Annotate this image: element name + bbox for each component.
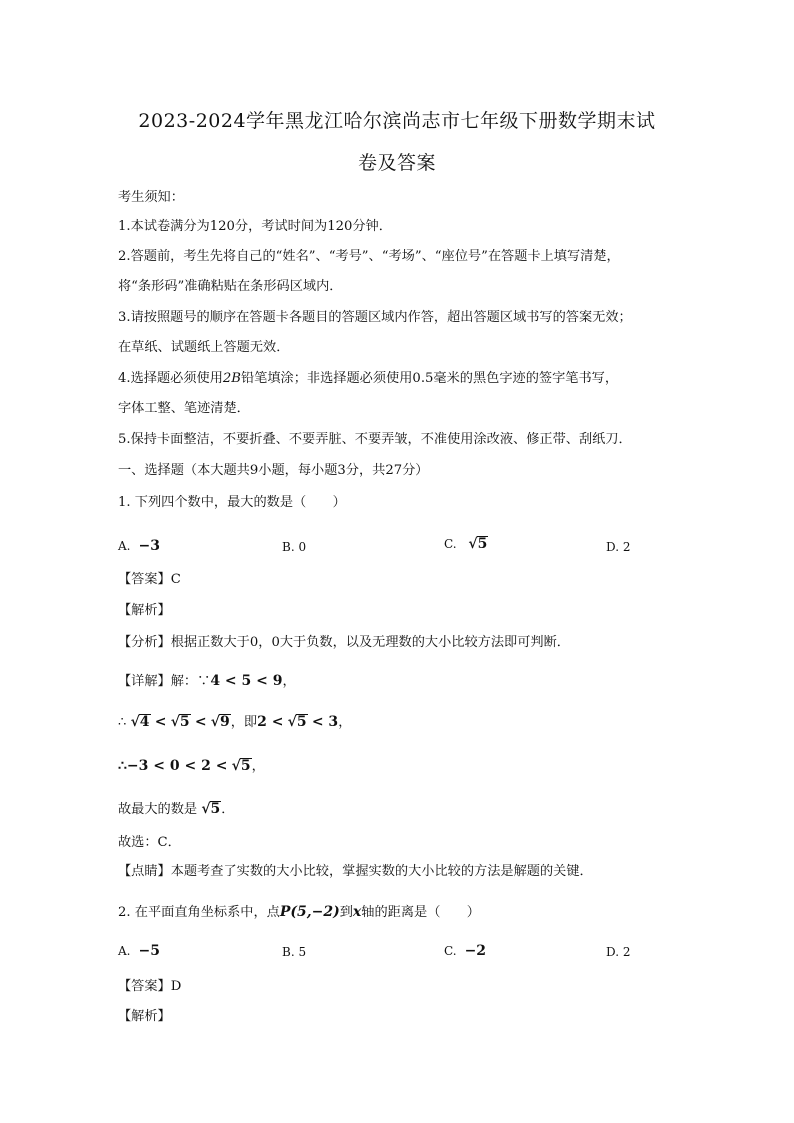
notice-heading: 考生须知： (118, 190, 184, 205)
q2-analysis-label: 【解析】 (118, 1009, 171, 1024)
q1-choose: 故选：C． (118, 835, 181, 850)
q2-axis: x (352, 904, 362, 920)
notice-4-a: 4.选择题必须使用 (118, 371, 223, 386)
notice-1: 1.本试卷满分为120分，考试时间为120分钟． (118, 219, 392, 234)
q1-answer: 【答案】C (118, 572, 181, 587)
q1-conclusion: 故最大的数是 √5． (118, 801, 235, 817)
notice-4 (118, 370, 618, 388)
q2-option-d: D. 2 (606, 945, 631, 959)
q1-analysis-label: 【解析】 (118, 603, 171, 618)
notice-3-cont: 在草纸、试题纸上答题无效． (118, 340, 290, 355)
q1-detail: 【详解】解：∵4 < 5 < 9， (118, 673, 296, 689)
q1-fenxi: 【分析】根据正数大于0，0大于负数，以及无理数的大小比较方法即可判断． (118, 635, 570, 650)
doc-title-line2: 卷及答案 (357, 152, 436, 174)
q1-option-c-sqrt: √5 (468, 536, 488, 552)
notice-3: 3.请按照题号的顺序在答题卡各题目的答题区域内作答，超出答题区域书写的答案无效； (118, 310, 632, 325)
q2-option-a: A. −5 (118, 943, 160, 959)
doc-title-line1: 2023-2024学年黑龙江哈尔滨尚志市七年级下册数学期末试 (138, 110, 656, 132)
notice-4-cont: 字体工整、笔迹清楚． (118, 401, 250, 416)
q1-therefore-1: ∴ √4 < √5 < √9，即2 < √5 < 3， (118, 714, 352, 730)
q1-option-c: C. √5 (444, 536, 488, 552)
q2-point: P(5,−2) (279, 904, 340, 920)
q2-answer: 【答案】D (118, 979, 182, 994)
q1-option-d: D. 2 (606, 540, 631, 554)
notice-2: 2.答题前，考生先将自己的“姓名”、“考号”、“考场”、“座位号”在答题卡上填写清楚， (118, 249, 620, 264)
q1-stem: 1. 下列四个数中，最大的数是（ ） (118, 495, 346, 510)
section-1-heading: 一、选择题（本大题共9小题，每小题3分，共27分） (118, 463, 429, 478)
q2-option-b: B. 5 (282, 945, 307, 959)
q1-option-b: B. 0 (282, 540, 307, 554)
notice-2-cont: 将“条形码”准确粘贴在条形码区域内． (118, 279, 343, 294)
q2-option-c: C. −2 (444, 943, 487, 959)
q1-therefore-2: ∴−3 < 0 < 2 < √5， (118, 758, 265, 774)
notice-4-b: 铅笔填涂；非选择题必须使用0.5毫米的黑色字迹的签字笔书写， (241, 371, 619, 386)
q1-option-a-value: −3 (138, 538, 160, 554)
q1-option-a: A. −3 (118, 538, 160, 554)
q1-dianjing: 【点睛】本题考查了实数的大小比较，掌握实数的大小比较的方法是解题的关键． (118, 864, 593, 879)
notice-5: 5.保持卡面整洁，不要折叠、不要弄脏、不要弄皱，不准使用涂改液、修正带、刮纸刀． (118, 432, 632, 447)
q2-stem: 2. 在平面直角坐标系中，点P(5,−2)到x轴的距离是（ ） (118, 904, 480, 920)
pencil-type: 2B (222, 371, 241, 386)
